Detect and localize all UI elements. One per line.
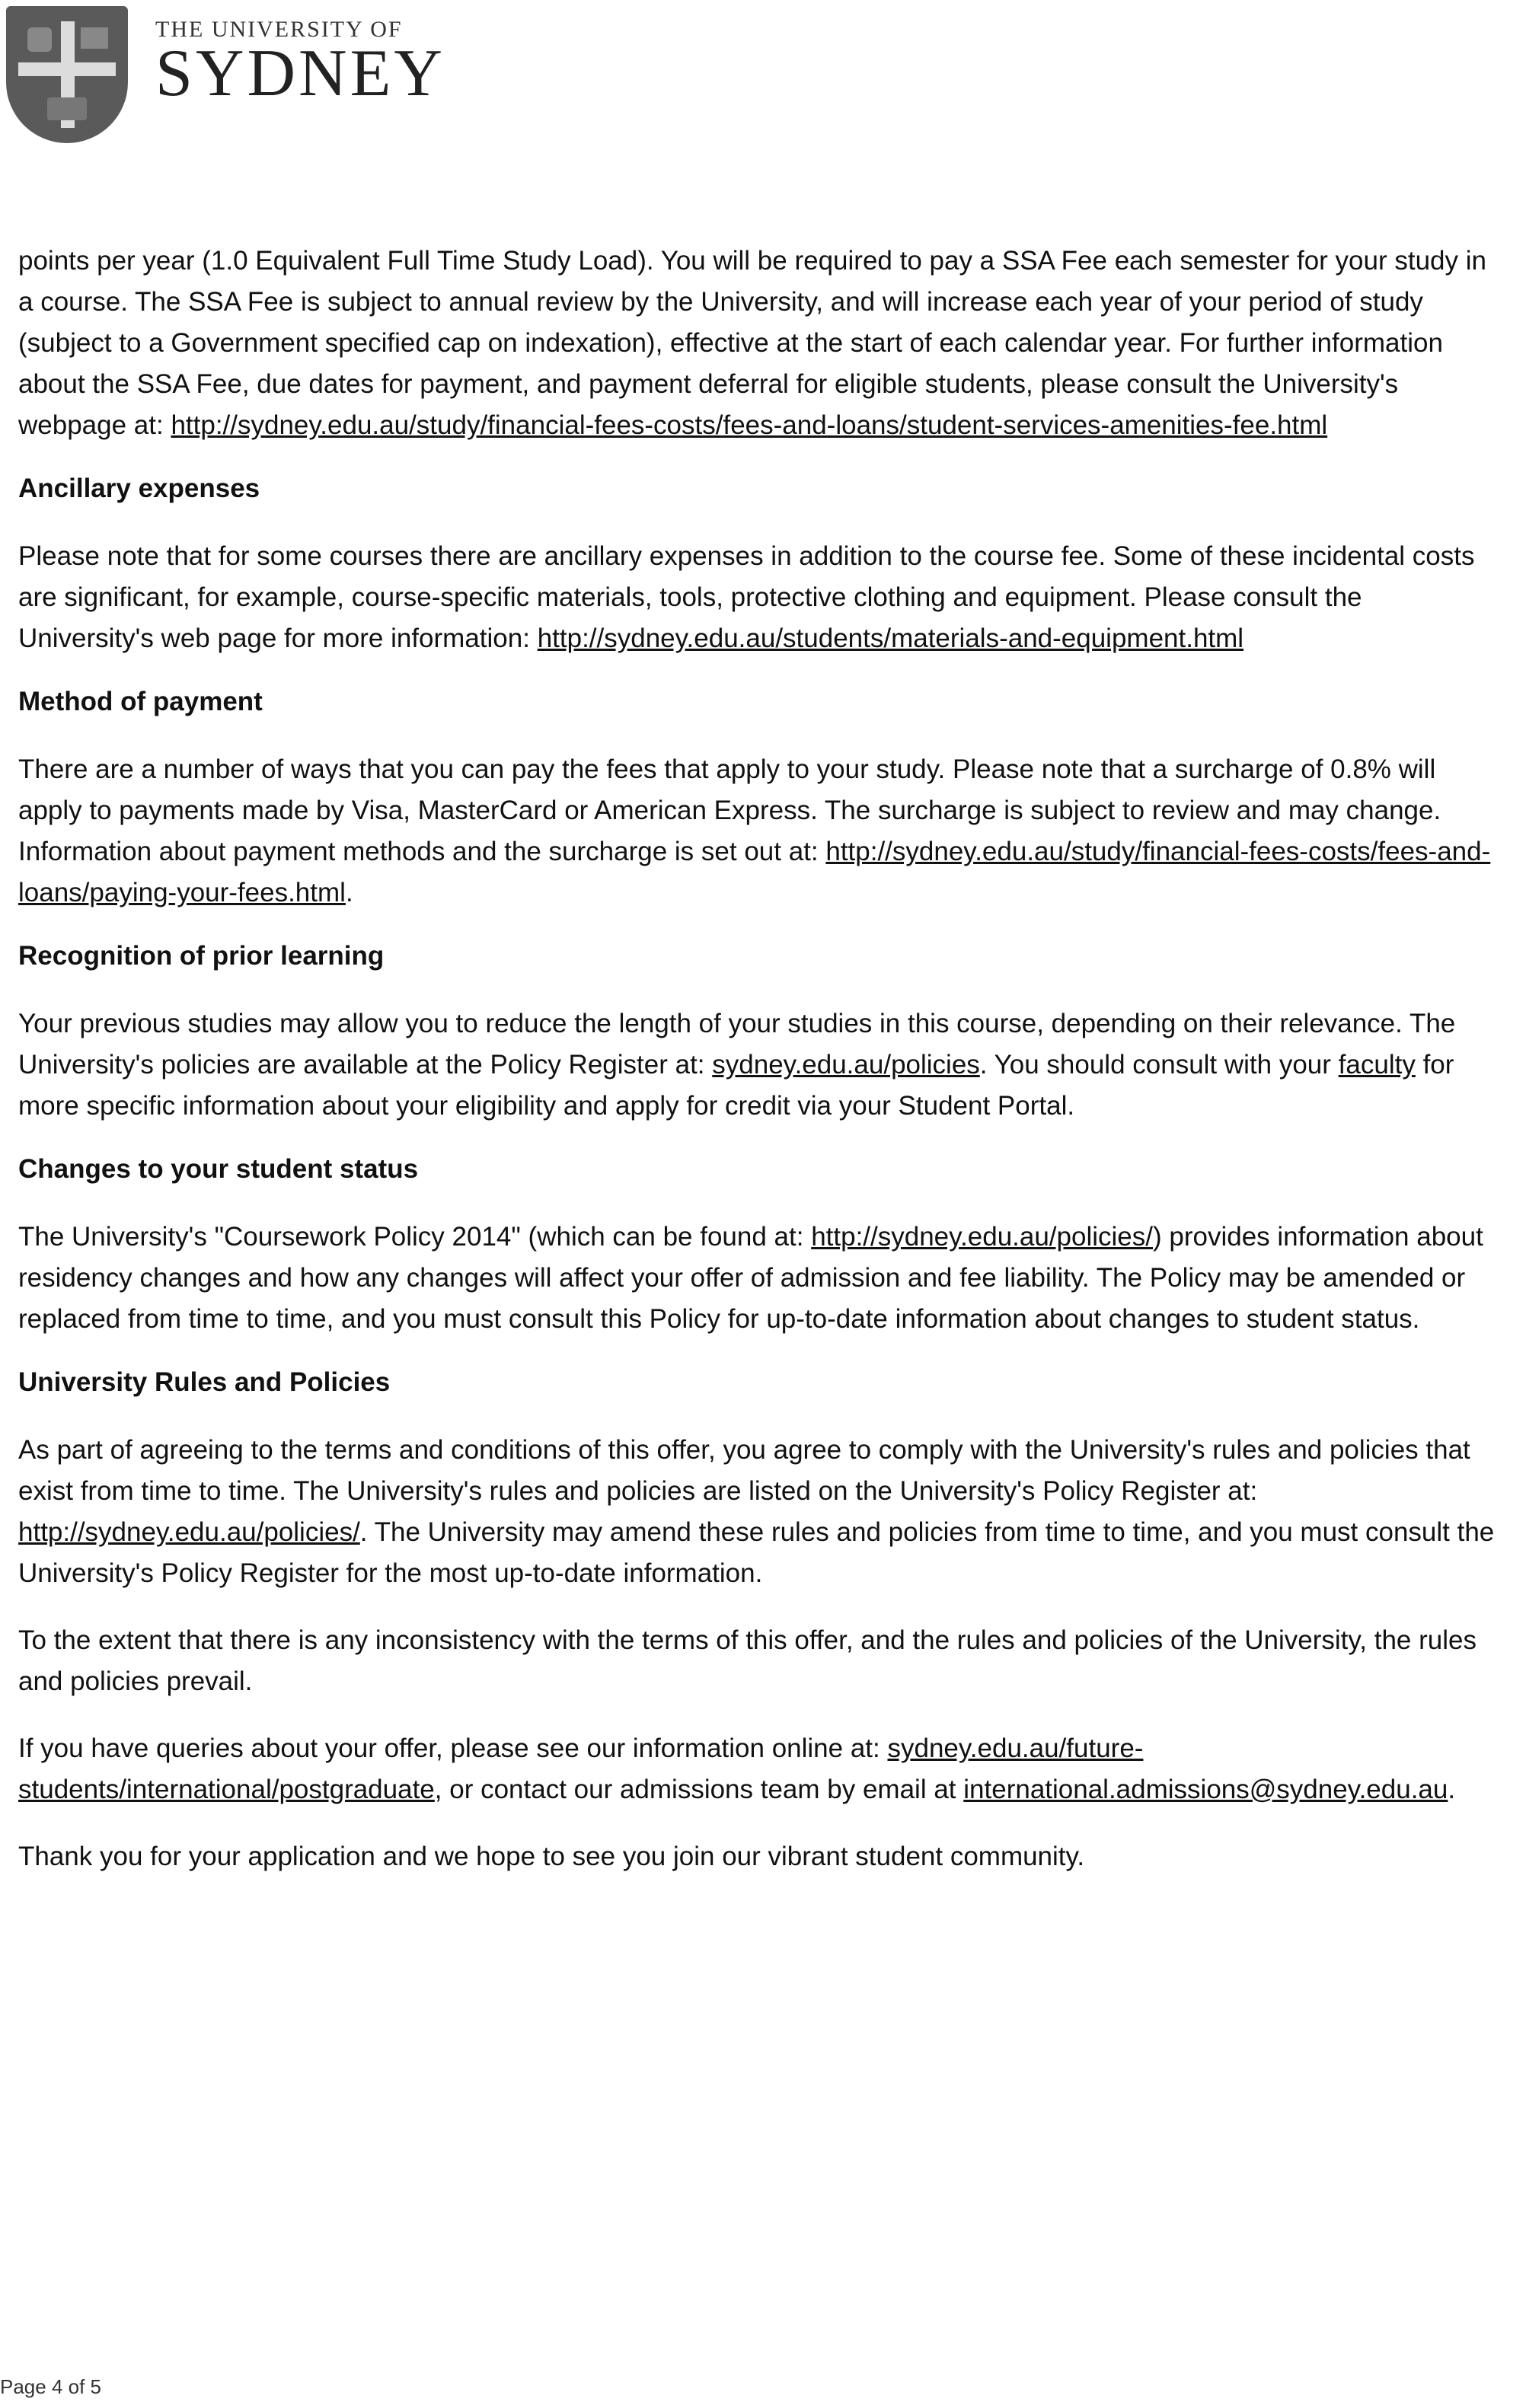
- closing-paragraph: Thank you for your application and we hope to see you join our vibrant student community.: [18, 1842, 1085, 1871]
- status-paragraph: The University's "Coursework Policy 2014" (which can be found at: http://sydney.edu.au/policies/) provides information about residency changes and how any changes will affect your offer of admission and fee liability. The Policy may be amended or replaced from time to time, and you must consult this Policy for up-to-date information about changes to student status.: [18, 1222, 1483, 1334]
- inconsistency-paragraph: To the extent that there is any inconsistency with the terms of this offer, and the rules and policies of the University, the rules and policies prevail.: [18, 1625, 1477, 1696]
- ancillary-heading: Ancillary expenses: [18, 474, 260, 503]
- ssaf-link[interactable]: http://sydney.edu.au/study/financial-fees-costs/fees-and-loans/student-services-amenities-fee.html: [171, 410, 1328, 440]
- rules-heading: University Rules and Policies: [18, 1367, 391, 1397]
- future-students-link[interactable]: sydney.edu.au/future-students/international/postgraduate: [18, 1733, 1144, 1804]
- prior-learning-heading: Recognition of prior learning: [18, 941, 385, 971]
- admissions-email-link[interactable]: international.admissions@sydney.edu.au: [963, 1775, 1448, 1804]
- queries-paragraph: If you have queries about your offer, please see our information online at: sydney.edu.au/future-students/international/postgraduate, or contact our admissions team by email at international.admissions@sydney.edu.au.: [18, 1733, 1456, 1804]
- paying-fees-link[interactable]: http://sydney.edu.au/study/financial-fees-costs/fees-and-loans/paying-your-fees.html: [18, 837, 1491, 907]
- policy-register-link[interactable]: http://sydney.edu.au/policies/: [18, 1517, 360, 1547]
- rules-paragraph: As part of agreeing to the terms and conditions of this offer, you agree to comply with the University's rules and policies that exist from time to time. The University's rules and policies are listed on the University's Policy Register at: http://sydney.edu.au/policies/. The University may amend these rules and policies from time to time, and you must consult the University's Policy Register for the most up-to-date information.: [18, 1435, 1495, 1588]
- university-wordmark: [155, 17, 445, 110]
- status-heading: Changes to your student status: [18, 1154, 419, 1184]
- wordmark-small: THE UNIVERSITY OF: [155, 17, 403, 42]
- payment-heading: Method of payment: [18, 687, 263, 716]
- page-number: Page 4 of 5: [0, 2375, 101, 2398]
- ancillary-paragraph: Please note that for some courses there are ancillary expenses in addition to the course fee. Some of these incidental costs are significant, for example, course-specific materials, tools, protective clothing and equipment. Please consult the University's web page for more information: http://sydney.edu.au/students/materials-and-equipment.html: [18, 541, 1475, 653]
- faculty-link[interactable]: faculty: [1338, 1050, 1416, 1080]
- university-crest-icon: [6, 6, 128, 143]
- payment-paragraph: There are a number of ways that you can pay the fees that apply to your study. Please note that a surcharge of 0.8% will apply to payments made by Visa, MasterCard or American Express. The surcharge is subject to review and may change. Information about payment methods and the surcharge is set out at: http://sydney.edu.au/study/financial-fees-costs/fees-and-loans/paying-your-fees.html.: [18, 754, 1491, 907]
- document-body: [18, 241, 1496, 1903]
- prior-learning-paragraph: Your previous studies may allow you to reduce the length of your studies in this course, depending on their relevance. The University's policies are available at the Policy Register at: sydney.edu.au/policies. You should consult with your faculty for more specific information about your eligibility and apply for credit via your Student Portal.: [18, 1009, 1456, 1121]
- fees-paragraph: points per year (1.0 Equivalent Full Time Study Load). You will be required to pay a SSA Fee each semester for your study in a course. The SSA Fee is subject to annual review by the University, and will increase each year of your period of study (subject to a Government specified cap on indexation), effective at the start of each calendar year. For further information about the SSA Fee, due dates for payment, and payment deferral for eligible students, please consult the University's webpage at: http://sydney.edu.au/study/financial-fees-costs/fees-and-loans/student-services-amenities-fee.html: [18, 246, 1486, 440]
- materials-link[interactable]: http://sydney.edu.au/students/materials-and-equipment.html: [537, 624, 1244, 653]
- coursework-policy-link[interactable]: http://sydney.edu.au/policies/: [811, 1222, 1153, 1252]
- university-logo: [6, 6, 445, 143]
- wordmark-big: SYDNEY: [155, 37, 445, 110]
- policies-link[interactable]: sydney.edu.au/policies: [712, 1050, 980, 1080]
